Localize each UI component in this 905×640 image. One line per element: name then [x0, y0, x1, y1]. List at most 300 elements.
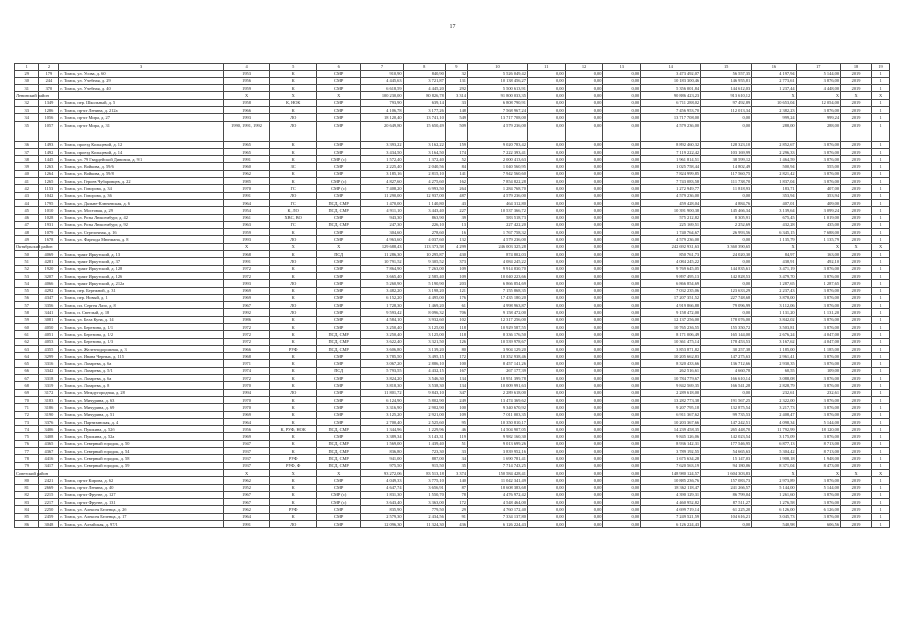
table-cell: 0,00: [565, 214, 603, 221]
table-cell: 157 083,73: [701, 477, 752, 484]
table-cell: 0,00: [565, 360, 603, 367]
table-cell: 0,00: [565, 92, 603, 99]
table-cell: 100 230,00: [361, 92, 403, 99]
table-cell: 0,00: [603, 309, 641, 316]
table-cell: 226,10: [403, 221, 445, 228]
table-cell: 1962: [223, 477, 270, 484]
table-cell: г. Томск, ул. Учебная, д. 29: [59, 77, 223, 84]
table-cell: 7 456 953,70: [641, 106, 701, 113]
table-cell: 2019: [841, 433, 872, 440]
table-cell: 4 197,94: [752, 70, 796, 77]
table-cell: 7 568 967,24: [467, 106, 527, 113]
table-cell: 288,00: [752, 121, 796, 141]
table-cell: г. Томск, ул. Мичурина, д. 69: [59, 404, 223, 411]
table-cell: 155 350,72: [701, 324, 752, 331]
table-cell: 33: [15, 106, 39, 113]
table-cell: 0,00: [527, 70, 565, 77]
table-cell: г. Томск, ул. Героев Чубаровцев, д. 22: [59, 178, 223, 185]
table-cell: 70: [15, 396, 39, 403]
table-cell: 2 930,35: [752, 360, 796, 367]
table-cell: 0,00: [527, 331, 565, 338]
table-row: [15, 156, 890, 163]
table-cell: 509: [445, 121, 467, 141]
table-cell: 3 473 492,07: [641, 70, 701, 77]
table-cell: 850 761,73: [641, 251, 701, 258]
table-cell: СМР: [316, 148, 360, 155]
table-cell: 0,00: [527, 316, 565, 323]
table-row: [15, 114, 890, 121]
table-cell: РУФ, Ф: [270, 462, 317, 469]
table-cell: 1: [872, 236, 890, 243]
table-cell: 0,00: [565, 99, 603, 106]
table-row: [15, 331, 890, 338]
table-cell: 142 023,54: [701, 433, 752, 440]
table-cell: 3186: [39, 404, 59, 411]
table-cell: РУФ: [270, 506, 317, 513]
table-cell: 3 389,34: [361, 433, 403, 440]
table-row: [15, 375, 890, 382]
table-cell: 3 853 871,82: [641, 345, 701, 352]
table-cell: 1956: [223, 77, 270, 84]
table-cell: 10 350 810,17: [467, 418, 527, 425]
table-cell: 0,00: [603, 316, 641, 323]
table-cell: 11 792,99: [752, 426, 796, 433]
table-cell: 0,00: [701, 280, 752, 287]
table-cell: 0,00: [527, 287, 565, 294]
table-cell: 0,00: [527, 499, 565, 506]
table-cell: 8 336 176,50: [467, 331, 527, 338]
table-cell: 3172: [39, 389, 59, 396]
table-cell: 67: [15, 375, 39, 382]
table-cell: 7 864,90: [361, 265, 403, 272]
table-cell: 2 961,41: [752, 353, 796, 360]
table-row: [15, 85, 890, 92]
table-cell: К: [270, 418, 317, 425]
table-cell: 123 633,29: [701, 287, 752, 294]
table-cell: [59, 243, 223, 250]
table-cell: 241 266,57: [701, 484, 752, 491]
table-cell: г. Томск, пер. Бережной, д. 31: [59, 287, 223, 294]
table-cell: 1: [872, 448, 890, 455]
table-cell: 0,00: [565, 521, 603, 528]
table-cell: 1 961 814,51: [641, 156, 701, 163]
table-cell: X: [796, 243, 840, 250]
table-cell: 0,00: [603, 367, 641, 374]
table-cell: 14: [641, 64, 701, 71]
table-cell: 3 479,70: [752, 272, 796, 279]
table-cell: 150 584 428,41: [467, 469, 527, 476]
table-cell: 0,00: [527, 382, 565, 389]
table-cell: 3 876,00: [796, 433, 840, 440]
table-cell: 3356: [39, 302, 59, 309]
table-cell: 2019: [841, 99, 872, 106]
table-cell: 1: [872, 163, 890, 170]
table-cell: 3 088,08: [752, 375, 796, 382]
table-cell: 0,00: [565, 170, 603, 177]
table-cell: 3319: [39, 382, 59, 389]
table-cell: 2 040,56: [403, 163, 445, 170]
table-row: [15, 192, 890, 199]
table-cell: 3 162,22: [403, 141, 445, 148]
table-cell: К, РУФ, НОК: [270, 426, 317, 433]
table-cell: 1: [872, 287, 890, 294]
table-cell: 5 144,00: [752, 484, 796, 491]
table-cell: г. Томск, ул. Северный городок, д. 54: [59, 448, 223, 455]
table-cell: 30: [15, 77, 39, 84]
table-cell: г. Томск, пр-кт Кирова, д. 62: [59, 477, 223, 484]
table-cell: 1: [872, 382, 890, 389]
table-cell: 65: [15, 360, 39, 367]
table-cell: 1 569,00: [361, 440, 403, 447]
table-cell: 0,00: [565, 324, 603, 331]
table-cell: 69: [15, 389, 39, 396]
table-cell: 0,00: [527, 178, 565, 185]
table-cell: 35: [15, 121, 39, 141]
table-cell: 11: [527, 64, 565, 71]
table-cell: 0,00: [603, 163, 641, 170]
table-cell: 292: [445, 85, 467, 92]
table-cell: 0,00: [603, 156, 641, 163]
table-row: [15, 185, 890, 192]
table-cell: 8 457 141,26: [467, 360, 527, 367]
table-cell: 64: [15, 353, 39, 360]
table-cell: 264: [445, 185, 467, 192]
table-cell: 487: [445, 192, 467, 199]
table-cell: 1991: [223, 258, 270, 265]
table-cell: г. Томск, ул. Мичурина, д. 51: [59, 411, 223, 418]
table-cell: 9 158 472,00: [641, 309, 701, 316]
table-row: [15, 440, 890, 447]
table-cell: 0,00: [527, 353, 565, 360]
table-cell: 8 171 006,49: [641, 331, 701, 338]
table-cell: 0,00: [603, 426, 641, 433]
table-cell: 24 020,30: [701, 251, 752, 258]
table-cell: 10 653,04: [752, 99, 796, 106]
table-cell: 109,00: [796, 367, 840, 374]
table-cell: 3 876,00: [796, 382, 840, 389]
table-cell: 1956: [223, 426, 270, 433]
table-cell: 0,00: [603, 462, 641, 469]
table-cell: 10 791,52: [361, 258, 403, 265]
table-cell: 2 579,30: [361, 513, 403, 520]
table-cell: 1967: [223, 499, 270, 506]
table-cell: СМР: [316, 70, 360, 77]
table-cell: г. Томск, пр-кт Мира, д. 31: [59, 121, 223, 141]
table-cell: 2019: [841, 499, 872, 506]
table-cell: 4 579 236,00: [641, 121, 701, 141]
table-cell: 3 099,24: [796, 207, 840, 214]
table-cell: 0,00: [603, 192, 641, 199]
table-cell: 2019: [841, 302, 872, 309]
table-cell: 4 579 236,00: [641, 236, 701, 243]
table-cell: 430: [445, 251, 467, 258]
table-cell: 4 084 245,22: [467, 258, 527, 265]
table-cell: 0,00: [603, 331, 641, 338]
table-cell: 4 579 236,00: [467, 192, 527, 199]
table-cell: 144 612,03: [701, 85, 752, 92]
table-cell: К: [270, 499, 317, 506]
table-cell: 1954: [223, 207, 270, 214]
table-cell: 0,00: [565, 178, 603, 185]
table-cell: 1 284 768,70: [467, 185, 527, 192]
table-cell: 1969: [223, 433, 270, 440]
table-cell: 7 249 521,59: [641, 513, 701, 520]
table-cell: 1 287,65: [796, 280, 840, 287]
table-cell: К, НОК: [270, 99, 317, 106]
table-cell: ПСД, СМР: [316, 462, 360, 469]
table-cell: СМР: [316, 85, 360, 92]
table-cell: 111 738,70: [701, 178, 752, 185]
table-cell: 1264: [39, 170, 59, 177]
table-cell: 3 839 952,16: [467, 448, 527, 455]
table-cell: К: [270, 324, 317, 331]
table-cell: К: [270, 382, 317, 389]
table-cell: 3 876,00: [796, 499, 840, 506]
table-cell: 0,00: [527, 404, 565, 411]
table-cell: 3 876,00: [796, 491, 840, 498]
table-cell: 1 948,00: [796, 455, 840, 462]
table-cell: г. Томск, ул. Алтайская, д. 97/1: [59, 521, 223, 528]
table-cell: 0,00: [603, 229, 641, 236]
table-cell: X: [752, 469, 796, 476]
table-cell: СМР: [316, 389, 360, 396]
table-cell: X: [316, 469, 360, 476]
table-cell: 2019: [841, 331, 872, 338]
table-cell: 1962: [223, 506, 270, 513]
table-cell: 1 185,00: [752, 345, 796, 352]
table-cell: 1 237,44: [752, 85, 796, 92]
table-cell: 7 263,00: [403, 265, 445, 272]
table-cell: 438,91: [752, 258, 796, 265]
table-cell: 1: [872, 85, 890, 92]
table-cell: 1 767 758,32: [467, 229, 527, 236]
table-cell: 1968: [223, 353, 270, 360]
table-cell: 94 180,06: [701, 462, 752, 469]
table-cell: 1965: [223, 141, 270, 148]
table-cell: 10 391 900,38: [641, 207, 701, 214]
table-cell: 0,00: [565, 484, 603, 491]
table-cell: 1959: [223, 229, 270, 236]
table-cell: 7 688,00: [796, 229, 840, 236]
table-cell: 79 096,99: [701, 302, 752, 309]
table-cell: 0,00: [565, 192, 603, 199]
table-cell: 11 290,00: [361, 192, 403, 199]
table-cell: 1960: [223, 163, 270, 170]
table-cell: 10 539 978,67: [467, 338, 527, 345]
table-cell: 6 866 854,69: [641, 280, 701, 287]
table-cell: 2 821,42: [752, 170, 796, 177]
table-cell: 82: [15, 491, 39, 498]
table-cell: 2019: [841, 324, 872, 331]
table-cell: 8 096,32: [403, 309, 445, 316]
table-cell: г. Томск, ул. Дальне-Ключевская, д. 6: [59, 199, 223, 206]
table-cell: 4069: [39, 251, 59, 258]
table-cell: 0,00: [603, 77, 641, 84]
table-cell: 5 144,00: [796, 484, 840, 491]
table-cell: 0,00: [603, 382, 641, 389]
table-cell: 2019: [841, 294, 872, 301]
table-cell: 17 435 180,20: [467, 294, 527, 301]
table-cell: 0,00: [701, 258, 752, 265]
table-cell: 17 207 351,52: [641, 294, 701, 301]
table-cell: 8 936 142,31: [641, 440, 701, 447]
table-cell: 73: [15, 418, 39, 425]
table-cell: К: [270, 141, 317, 148]
table-cell: 167: [445, 367, 467, 374]
table-cell: X: [270, 92, 317, 99]
table-cell: 1010: [39, 207, 59, 214]
table-cell: 575 212,82: [641, 214, 701, 221]
table-cell: 1: [872, 77, 890, 84]
table-cell: 0,00: [565, 85, 603, 92]
table-row: [15, 404, 890, 411]
table-cell: СМР (с): [316, 185, 360, 192]
table-cell: 1263: [39, 163, 59, 170]
table-row: [15, 506, 890, 513]
table-cell: 0,00: [565, 272, 603, 279]
table-cell: ПСД, СМР: [316, 440, 360, 447]
table-cell: 2019: [841, 353, 872, 360]
table-cell: 1972: [223, 375, 270, 382]
table-cell: 0,00: [527, 243, 565, 250]
table-cell: 20 649,80: [361, 121, 403, 141]
table-row: [15, 418, 890, 425]
table-cell: 244: [39, 77, 59, 84]
table-cell: 1: [872, 360, 890, 367]
table-cell: К: [270, 513, 317, 520]
table-cell: 7 714 743,25: [467, 462, 527, 469]
table-cell: 147 242,51: [701, 418, 752, 425]
table-cell: 16: [752, 64, 796, 71]
table-cell: 54: [15, 280, 39, 287]
table-cell: 165 144,00: [701, 331, 752, 338]
table-cell: 9 207 795,18: [641, 404, 701, 411]
table-cell: 3 067,20: [361, 360, 403, 367]
table-cell: X: [270, 469, 317, 476]
table-cell: 2459: [39, 513, 59, 520]
table-cell: 3 538,30: [403, 382, 445, 389]
table-cell: 13: [445, 221, 467, 228]
table-cell: 793,90: [361, 99, 403, 106]
table-cell: 1: [872, 324, 890, 331]
table-row: [15, 462, 890, 469]
section-row: [15, 243, 890, 250]
table-cell: 3207: [39, 272, 59, 279]
table-cell: г. Томск, ул. Железнодорожная, д. 3: [59, 345, 223, 352]
table-cell: 7 011 003,35: [467, 411, 527, 418]
table-cell: 2019: [841, 280, 872, 287]
table-cell: 3 818,30: [361, 382, 403, 389]
table-cell: 3406: [39, 426, 59, 433]
table-cell: 34: [15, 114, 39, 121]
table-cell: 1: [872, 506, 890, 513]
table-cell: г. Томск, ул. Пушкина, д. 52а: [59, 433, 223, 440]
table-cell: ЛО: [270, 121, 317, 141]
table-cell: 3 167,62: [752, 338, 796, 345]
table-cell: 267 177,39: [467, 367, 527, 374]
table-cell: СМР: [316, 396, 360, 403]
table-cell: 51: [15, 258, 39, 265]
table-cell: 1 261,60: [752, 491, 796, 498]
table-cell: 1965: [223, 148, 270, 155]
table-cell: 0,00: [701, 121, 752, 141]
table-cell: 0,00: [527, 77, 565, 84]
table-cell: г. Томск, пр-кт Ленина, д. 40: [59, 484, 223, 491]
table-cell: 1: [872, 258, 890, 265]
table-cell: 0,00: [565, 389, 603, 396]
table-cell: 6 711 288,02: [641, 99, 701, 106]
table-cell: 2019: [841, 418, 872, 425]
table-cell: К: [270, 360, 317, 367]
table-cell: 0,00: [603, 404, 641, 411]
table-cell: г. Томск, ул. Березина, д. 1/1: [59, 324, 223, 331]
table-cell: 1: [872, 331, 890, 338]
table-cell: 459 428,04: [641, 199, 701, 206]
table-cell: 3417: [39, 462, 59, 469]
table-row: [15, 513, 890, 520]
table-cell: 136 712,66: [701, 360, 752, 367]
table-cell: СМР: [316, 316, 360, 323]
table-cell: 11 042 341,49: [467, 477, 527, 484]
table-cell: 109: [445, 272, 467, 279]
table-cell: 3316: [39, 360, 59, 367]
table-cell: 0,00: [565, 418, 603, 425]
table-cell: 0,00: [603, 411, 641, 418]
table-cell: 1 276,58: [752, 499, 796, 506]
table-cell: 464 312,80: [467, 199, 527, 206]
table-cell: 109: [445, 411, 467, 418]
table-row: [15, 265, 890, 272]
table-cell: 2019: [841, 258, 872, 265]
table-cell: 887,00: [403, 455, 445, 462]
table-cell: г. Томск, ул. Войкова, д. 59/6: [59, 163, 223, 170]
table-cell: 93 272,06: [361, 469, 403, 476]
table-cell: 0,00: [603, 70, 641, 77]
table-cell: 1991: [223, 156, 270, 163]
table-cell: 1286: [39, 106, 59, 113]
table-cell: 3 643,40: [361, 499, 403, 506]
table-cell: г. Томск, ул. 79 Гвардейской Дивизии, д. 9/1: [59, 156, 223, 163]
table-cell: 1 025 758,44: [641, 163, 701, 170]
table-cell: 1: [872, 207, 890, 214]
table-cell: 0,00: [527, 324, 565, 331]
table-cell: 0,00: [527, 462, 565, 469]
table-cell: 112 013,34: [701, 106, 752, 113]
table-cell: РУФ: [270, 455, 317, 462]
table-cell: 0,00: [527, 199, 565, 206]
table-cell: 2 225,40: [361, 163, 403, 170]
table-cell: СМР: [316, 433, 360, 440]
table-cell: 172: [445, 353, 467, 360]
table-cell: 54 665,63: [701, 448, 752, 455]
table-cell: ПСД, СМР: [316, 426, 360, 433]
table-cell: 1937: [223, 448, 270, 455]
table-cell: г. Томск, тракт Иркутский, д. 13: [59, 251, 223, 258]
table-cell: СМР: [316, 484, 360, 491]
table-cell: 16: [445, 229, 467, 236]
table-cell: 3: [59, 64, 223, 71]
table-cell: 9 982 160,30: [467, 433, 527, 440]
table-cell: 1920: [39, 265, 59, 272]
table-cell: 1056: [39, 114, 59, 121]
table-cell: 2669: [39, 484, 59, 491]
table-cell: 3 622,40: [361, 338, 403, 345]
table-cell: Октябрьский район: [16, 244, 53, 250]
table-cell: 0,00: [603, 521, 641, 528]
table-cell: 12 054,00: [796, 99, 840, 106]
table-cell: 706: [445, 309, 467, 316]
table-cell: 1: [872, 251, 890, 258]
